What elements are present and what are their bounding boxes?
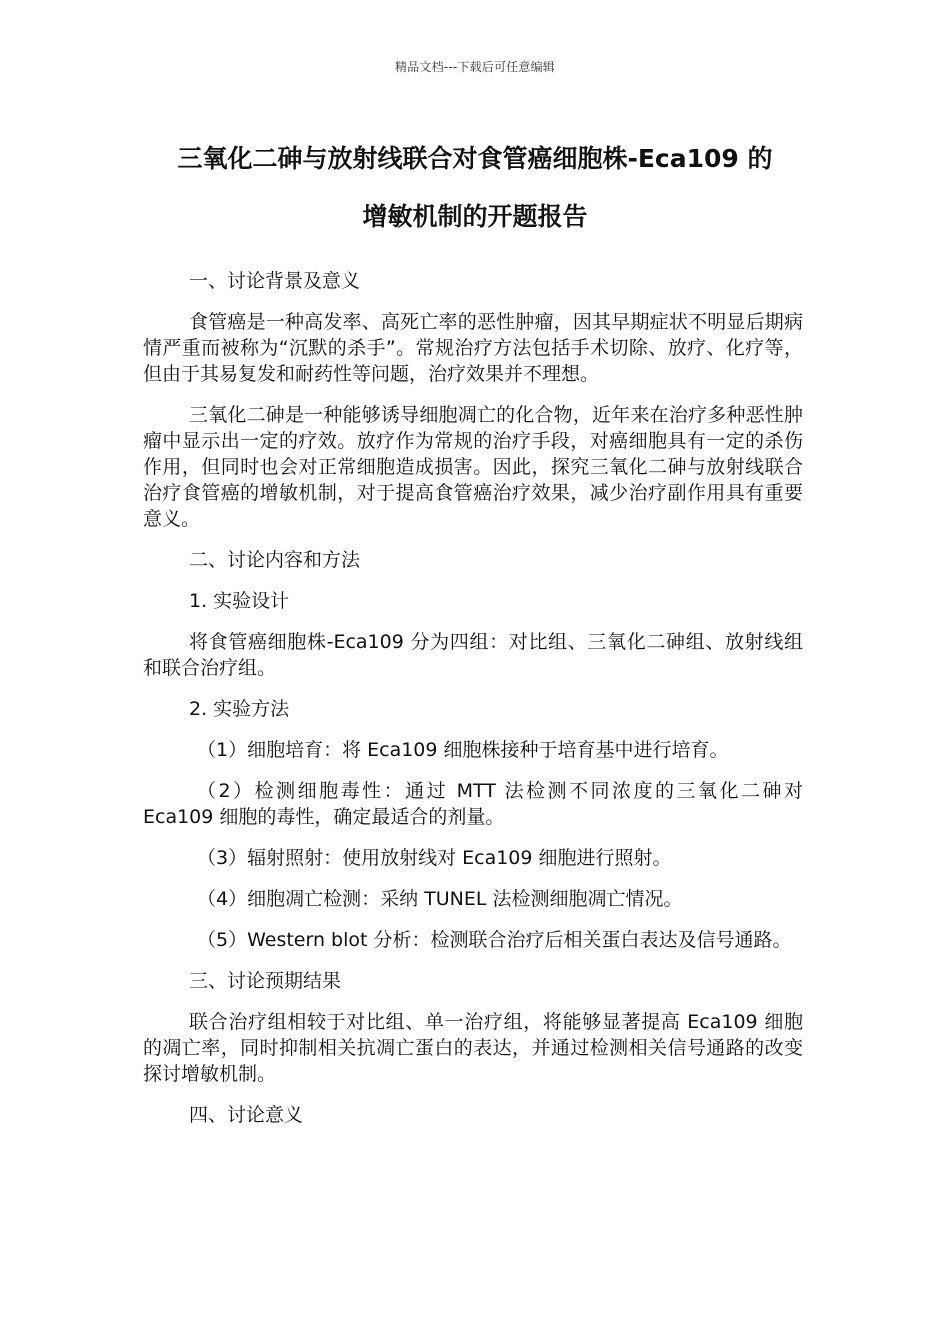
- section-4-heading: 四、讨论意义: [189, 1104, 304, 1126]
- method-item-4: （4）细胞凋亡检测：采纳 TUNEL 法检测细胞凋亡情况。: [197, 888, 683, 910]
- paragraph-significance: 三氧化二砷是一种能够诱导细胞凋亡的化合物，近年来在治疗多种恶性肿瘤中显示出一定的疗效。放疗作为常规的治疗手段，对癌细胞具有一定的杀伤作用，但同时也会对正常细胞造成损害。因此，探究三氧化二砷与放射线联合治疗食管癌的增敏机制，对于提高食管癌治疗效果，减少治疗副作用具有重要意义。: [143, 404, 803, 530]
- paragraph-background: 食管癌是一种高发率、高死亡率的恶性肿瘤，因其早期症状不明显后期病情严重而被称为“沉默的杀手”。常规治疗方法包括手术切除、放疗、化疗等，但由于其易复发和耐药性等问题，治疗效果并不理想。: [143, 311, 803, 385]
- title-line-2: 增敏机制的开题报告: [362, 202, 588, 231]
- section-2-heading: 二、讨论内容和方法: [189, 549, 361, 571]
- method-item-1: （1）细胞培育：将 Eca109 细胞株接种于培育基中进行培育。: [197, 739, 729, 761]
- section-1-heading: 一、讨论背景及意义: [189, 270, 361, 292]
- method-item-3: （3）辐射照射：使用放射线对 Eca109 细胞进行照射。: [197, 847, 672, 869]
- header-note: 精品文档---下载后可任意编辑: [395, 60, 555, 74]
- method-item-5: （5）Western blot 分析：检测联合治疗后相关蛋白表达及信号通路。: [197, 929, 792, 951]
- paragraph-expected-results: 联合治疗组相较于对比组、单一治疗组，将能够显著提高 Eca109 细胞的凋亡率，同时抑制相关抗凋亡蛋白的表达，并通过检测相关信号通路的改变探讨增敏机制。: [143, 1011, 803, 1085]
- subsection-design-heading: 1. 实验设计: [189, 590, 290, 612]
- document-title: [130, 130, 820, 246]
- method-item-2: （2）检测细胞毒性：通过 MTT 法检测不同浓度的三氧化二砷对 Eca109 细胞的毒性，确定最适合的剂量。: [143, 780, 803, 828]
- subsection-methods-heading: 2. 实验方法: [189, 698, 290, 720]
- title-line-1: 三氧化二砷与放射线联合对食管癌细胞株-Eca109 的: [177, 144, 773, 173]
- document-body: [143, 268, 803, 1143]
- section-3-heading: 三、讨论预期结果: [189, 970, 342, 992]
- paragraph-design: 将食管癌细胞株-Eca109 分为四组：对比组、三氧化二砷组、放射线组和联合治疗组。: [143, 631, 803, 679]
